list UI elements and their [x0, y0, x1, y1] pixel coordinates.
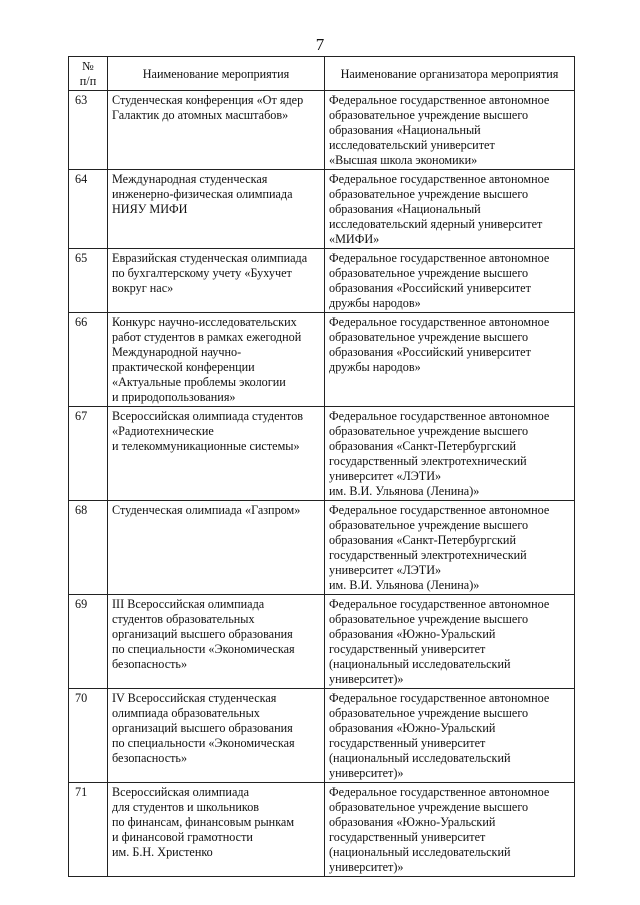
table-row: [69, 783, 575, 877]
event-name-cell: Студенческая олимпиада «Газпром»: [108, 501, 325, 595]
row-number: 63: [69, 91, 108, 170]
table-row: [69, 689, 575, 783]
table-row: [69, 407, 575, 501]
event-name-cell: Студенческая конференция «От ядер Галактик до атомных масштабов»: [108, 91, 325, 170]
organizer-cell: Федеральное государственное автономное образовательное учреждение высшего образования «Российский университет дружбы народов»: [325, 313, 575, 407]
row-number: 67: [69, 407, 108, 501]
organizer-cell: Федеральное государственное автономное образовательное учреждение высшего образования «Санкт-Петербургский государственный электротехнический университет «ЛЭТИ» им. В.И. Ульянова (Ленина)»: [325, 407, 575, 501]
event-name-cell: Конкурс научно-исследовательских работ студентов в рамках ежегодной Международной научно- практической конференции «Актуальные проблемы экологии и природопользования»: [108, 313, 325, 407]
organizer-cell: Федеральное государственное автономное образовательное учреждение высшего образования «Национальный исследовательский университет «Высшая школа экономики»: [325, 91, 575, 170]
table-row: [69, 249, 575, 313]
table-row: [69, 313, 575, 407]
organizer-cell: Федеральное государственное автономное образовательное учреждение высшего образования «Южно-Уральский государственный университет (национальный исследовательский университет)»: [325, 595, 575, 689]
organizer-cell: Федеральное государственное автономное образовательное учреждение высшего образования «Российский университет дружбы народов»: [325, 249, 575, 313]
event-name-cell: IV Всероссийская студенческая олимпиада образовательных организаций высшего образования по специальности «Экономическая безопасность»: [108, 689, 325, 783]
header-number: № п/п: [69, 57, 108, 91]
event-name-cell: Всероссийская олимпиада студентов «Радиотехнические и телекоммуникационные системы»: [108, 407, 325, 501]
table-row: [69, 91, 575, 170]
row-number: 66: [69, 313, 108, 407]
event-name-cell: Всероссийская олимпиада для студентов и школьников по финансам, финансовым рынкам и финансовой грамотности им. Б.Н. Христенко: [108, 783, 325, 877]
row-number: 64: [69, 170, 108, 249]
row-number: 70: [69, 689, 108, 783]
table-row: [69, 170, 575, 249]
event-name-cell: Международная студенческая инженерно-физическая олимпиада НИЯУ МИФИ: [108, 170, 325, 249]
row-number: 71: [69, 783, 108, 877]
header-organizer: Наименование организатора мероприятия: [325, 57, 575, 91]
table-row: [69, 595, 575, 689]
event-name-cell: Евразийская студенческая олимпиада по бухгалтерскому учету «Бухучет вокруг нас»: [108, 249, 325, 313]
page-number: 7: [315, 35, 325, 54]
organizer-cell: Федеральное государственное автономное образовательное учреждение высшего образования «Санкт-Петербургский государственный электротехнический университет «ЛЭТИ» им. В.И. Ульянова (Ленина)»: [325, 501, 575, 595]
events-table: [68, 56, 575, 877]
event-name-cell: III Всероссийская олимпиада студентов образовательных организаций высшего образования по специальности «Экономическая безопасность»: [108, 595, 325, 689]
organizer-cell: Федеральное государственное автономное образовательное учреждение высшего образования «Южно-Уральский государственный университет (национальный исследовательский университет)»: [325, 689, 575, 783]
table-row: [69, 501, 575, 595]
row-number: 69: [69, 595, 108, 689]
organizer-cell: Федеральное государственное автономное образовательное учреждение высшего образования «Южно-Уральский государственный университет (национальный исследовательский университет)»: [325, 783, 575, 877]
organizer-cell: Федеральное государственное автономное образовательное учреждение высшего образования «Национальный исследовательский ядерный университет «МИФИ»: [325, 170, 575, 249]
row-number: 68: [69, 501, 108, 595]
header-event-name: Наименование мероприятия: [108, 57, 325, 91]
table-header-row: [69, 57, 575, 91]
row-number: 65: [69, 249, 108, 313]
